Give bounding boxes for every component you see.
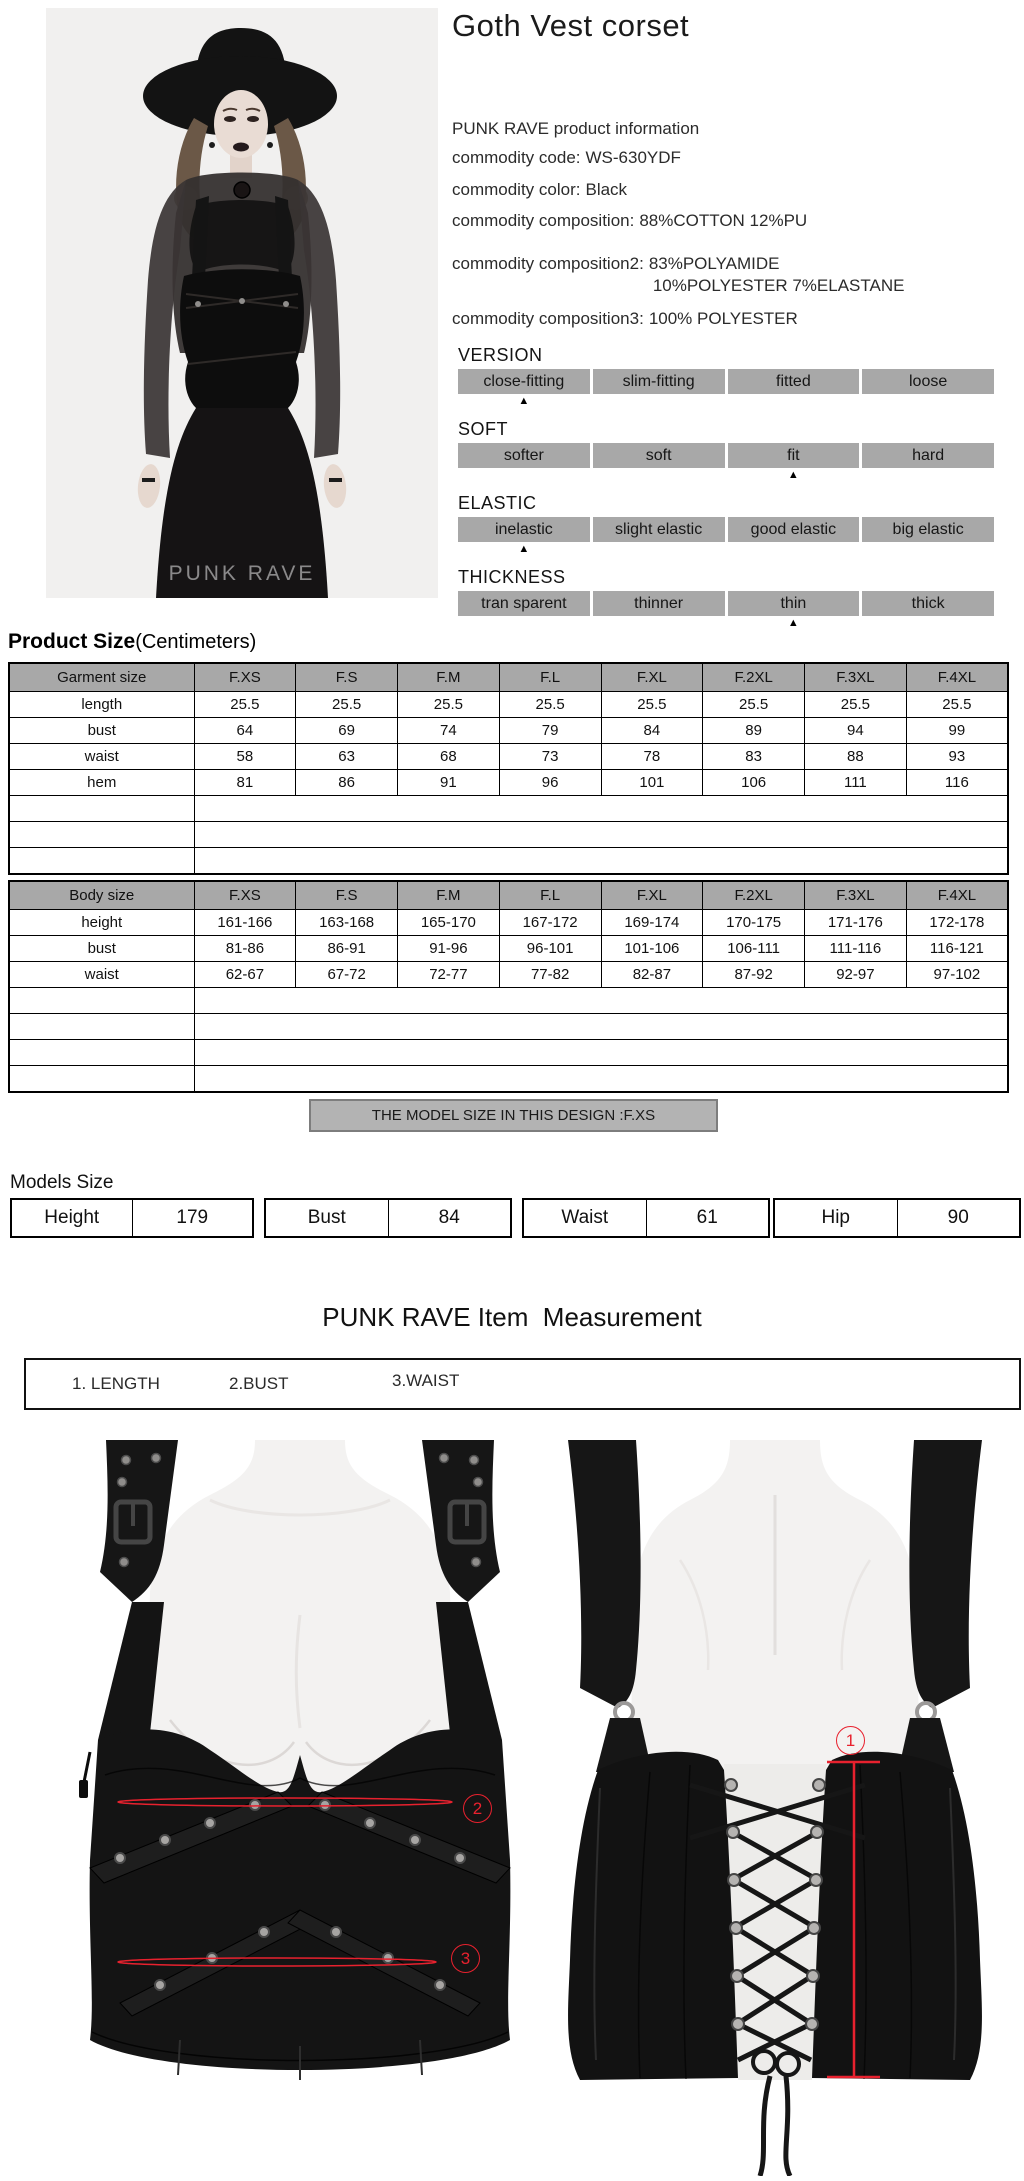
column-header: F.XS bbox=[194, 881, 296, 910]
measurement-item: 1. LENGTH bbox=[72, 1374, 160, 1393]
commodity-color-value: Black bbox=[585, 180, 628, 199]
size-value: 87-92 bbox=[703, 962, 805, 988]
empty-cell bbox=[9, 1014, 194, 1040]
size-value: 67-72 bbox=[296, 962, 398, 988]
column-header: F.XS bbox=[194, 663, 296, 692]
column-header: F.4XL bbox=[906, 881, 1008, 910]
attribute-option: inelastic bbox=[458, 517, 590, 542]
attribute-group-soft bbox=[458, 418, 994, 483]
page-title: Goth Vest corset bbox=[452, 8, 690, 43]
header-row bbox=[9, 663, 1008, 692]
size-value: 64 bbox=[194, 718, 296, 744]
size-value: 111 bbox=[805, 770, 907, 796]
attribute-option: loose bbox=[862, 369, 994, 394]
empty-row bbox=[9, 796, 1008, 822]
size-value: 101 bbox=[601, 770, 703, 796]
size-value: 73 bbox=[499, 744, 601, 770]
size-value: 96 bbox=[499, 770, 601, 796]
size-value: 94 bbox=[805, 718, 907, 744]
size-value: 93 bbox=[906, 744, 1008, 770]
size-value: 84 bbox=[601, 718, 703, 744]
empty-cell bbox=[9, 988, 194, 1014]
empty-row bbox=[9, 1040, 1008, 1066]
commodity-code-line bbox=[452, 147, 681, 169]
photo-watermark: PUNK RAVE bbox=[168, 562, 316, 585]
attribute-option: softer bbox=[458, 443, 590, 468]
commodity-code-label: commodity code: bbox=[452, 148, 581, 167]
empty-cell bbox=[9, 1066, 194, 1093]
row-label: bust bbox=[9, 936, 194, 962]
size-value: 74 bbox=[398, 718, 500, 744]
size-value: 171-176 bbox=[805, 910, 907, 936]
row-label: bust bbox=[9, 718, 194, 744]
column-header: F.S bbox=[296, 881, 398, 910]
column-header: Body size bbox=[9, 881, 194, 910]
size-value: 25.5 bbox=[601, 692, 703, 718]
attribute-markers bbox=[458, 468, 994, 483]
size-value: 69 bbox=[296, 718, 398, 744]
measure-value: 90 bbox=[947, 1207, 969, 1228]
commodity-composition2-value-line1: 83%POLYAMIDE bbox=[648, 254, 780, 273]
attribute-option: big elastic bbox=[862, 517, 994, 542]
brooch-icon bbox=[234, 182, 250, 198]
measure-value: 84 bbox=[438, 1207, 460, 1228]
column-header: F.M bbox=[398, 881, 500, 910]
size-value: 96-101 bbox=[499, 936, 601, 962]
size-value: 83 bbox=[703, 744, 805, 770]
attribute-option: thick bbox=[862, 591, 994, 616]
measure-value: 179 bbox=[176, 1207, 209, 1228]
size-value: 111-116 bbox=[805, 936, 907, 962]
model-illustration bbox=[46, 8, 438, 598]
table-row bbox=[9, 744, 1008, 770]
measurement-item: 3.WAIST bbox=[392, 1371, 460, 1390]
empty-row bbox=[9, 848, 1008, 875]
commodity-composition3-label: commodity composition3: bbox=[452, 309, 644, 328]
commodity-color-line bbox=[452, 179, 627, 201]
commodity-composition2-value-line2: 10%POLYESTER 7%ELASTANE bbox=[652, 276, 905, 295]
size-value: 170-175 bbox=[703, 910, 805, 936]
column-header: F.L bbox=[499, 663, 601, 692]
attribute-options bbox=[458, 369, 994, 394]
empty-row bbox=[9, 988, 1008, 1014]
size-value: 72-77 bbox=[398, 962, 500, 988]
size-value: 99 bbox=[906, 718, 1008, 744]
size-value: 116 bbox=[906, 770, 1008, 796]
measure-value: 61 bbox=[696, 1207, 718, 1228]
empty-cell bbox=[194, 1014, 1008, 1040]
row-label: waist bbox=[9, 962, 194, 988]
size-value: 106 bbox=[703, 770, 805, 796]
size-value: 25.5 bbox=[398, 692, 500, 718]
selected-marker-icon: ▲ bbox=[787, 617, 799, 629]
table-row bbox=[9, 692, 1008, 718]
size-value: 25.5 bbox=[906, 692, 1008, 718]
attribute-option: close-fitting bbox=[458, 369, 590, 394]
model-size-banner: THE MODEL SIZE IN THIS DESIGN :F.XS bbox=[309, 1099, 718, 1132]
body-size-table bbox=[8, 880, 1009, 1093]
measurement-item: 2.BUST bbox=[229, 1374, 289, 1393]
attribute-option: thin bbox=[728, 591, 860, 616]
model-measure-box bbox=[773, 1198, 1021, 1238]
attribute-options bbox=[458, 517, 994, 542]
empty-row bbox=[9, 1014, 1008, 1040]
table-row bbox=[9, 962, 1008, 988]
attribute-group-elastic bbox=[458, 492, 994, 557]
column-header: F.3XL bbox=[805, 663, 907, 692]
garment-size-table bbox=[8, 662, 1009, 875]
annotation-number-1: 1 bbox=[836, 1726, 865, 1755]
empty-cell bbox=[194, 1040, 1008, 1066]
size-value: 25.5 bbox=[296, 692, 398, 718]
attribute-option: thinner bbox=[593, 591, 725, 616]
size-value: 81 bbox=[194, 770, 296, 796]
models-size-heading: Models Size bbox=[10, 1172, 114, 1193]
column-header: F.M bbox=[398, 663, 500, 692]
column-header: F.XL bbox=[601, 663, 703, 692]
measure-label: Height bbox=[12, 1200, 133, 1236]
commodity-composition2-label: commodity composition2: bbox=[452, 254, 644, 273]
attribute-name: SOFT bbox=[458, 419, 508, 439]
size-value: 62-67 bbox=[194, 962, 296, 988]
row-label: length bbox=[9, 692, 194, 718]
size-value: 86 bbox=[296, 770, 398, 796]
column-header: F.2XL bbox=[703, 663, 805, 692]
attribute-name: VERSION bbox=[458, 345, 543, 365]
commodity-composition3-value: 100% POLYESTER bbox=[648, 309, 798, 328]
attribute-group-thickness bbox=[458, 566, 994, 631]
corset-front-illustration bbox=[60, 1440, 520, 2090]
selected-marker-icon: ▲ bbox=[518, 543, 530, 555]
attribute-option: soft bbox=[593, 443, 725, 468]
zipper-pull-icon bbox=[84, 1752, 90, 1782]
row-label: hem bbox=[9, 770, 194, 796]
column-header: F.4XL bbox=[906, 663, 1008, 692]
size-value: 25.5 bbox=[805, 692, 907, 718]
column-header: Garment size bbox=[9, 663, 194, 692]
empty-cell bbox=[194, 848, 1008, 875]
size-value: 68 bbox=[398, 744, 500, 770]
commodity-composition-line bbox=[452, 210, 807, 232]
empty-cell bbox=[9, 796, 194, 822]
model-photo bbox=[46, 8, 438, 598]
column-header: F.3XL bbox=[805, 881, 907, 910]
size-value: 163-168 bbox=[296, 910, 398, 936]
measurement-legend-box bbox=[24, 1358, 1021, 1410]
size-value: 88 bbox=[805, 744, 907, 770]
empty-row bbox=[9, 822, 1008, 848]
models-size-boxes bbox=[10, 1198, 1021, 1238]
empty-row bbox=[9, 1066, 1008, 1093]
size-value: 116-121 bbox=[906, 936, 1008, 962]
empty-cell bbox=[194, 822, 1008, 848]
size-value: 25.5 bbox=[499, 692, 601, 718]
product-size-heading-bold: Product Size bbox=[8, 630, 136, 653]
product-size-heading bbox=[8, 630, 256, 654]
attribute-name: ELASTIC bbox=[458, 493, 537, 513]
attribute-option: good elastic bbox=[728, 517, 860, 542]
attribute-option: tran sparent bbox=[458, 591, 590, 616]
annotation-number-3: 3 bbox=[451, 1944, 480, 1973]
table-row bbox=[9, 910, 1008, 936]
model-measure-box bbox=[264, 1198, 512, 1238]
size-value: 77-82 bbox=[499, 962, 601, 988]
size-value: 82-87 bbox=[601, 962, 703, 988]
measure-label: Bust bbox=[266, 1200, 389, 1236]
size-value: 92-97 bbox=[805, 962, 907, 988]
attribute-name: THICKNESS bbox=[458, 567, 566, 587]
empty-cell bbox=[194, 1066, 1008, 1093]
size-value: 161-166 bbox=[194, 910, 296, 936]
selected-marker-icon: ▲ bbox=[787, 469, 799, 481]
attribute-markers bbox=[458, 542, 994, 557]
commodity-composition3-line bbox=[452, 308, 798, 330]
model-measure-box bbox=[522, 1198, 770, 1238]
size-value: 91 bbox=[398, 770, 500, 796]
attribute-group-version bbox=[458, 344, 994, 409]
attribute-options bbox=[458, 443, 994, 468]
column-header: F.L bbox=[499, 881, 601, 910]
size-value: 97-102 bbox=[906, 962, 1008, 988]
table-row bbox=[9, 936, 1008, 962]
commodity-code-value: WS-630YDF bbox=[585, 148, 681, 167]
corset-front-photo bbox=[60, 1440, 520, 2090]
size-value: 106-111 bbox=[703, 936, 805, 962]
corset-back-photo bbox=[540, 1440, 1020, 2176]
selected-marker-icon: ▲ bbox=[518, 395, 530, 407]
commodity-composition-label: commodity composition: bbox=[452, 211, 635, 230]
size-value: 79 bbox=[499, 718, 601, 744]
size-value: 165-170 bbox=[398, 910, 500, 936]
table-row bbox=[9, 718, 1008, 744]
row-label: height bbox=[9, 910, 194, 936]
attribute-option: fitted bbox=[728, 369, 860, 394]
attribute-groups bbox=[458, 344, 994, 640]
column-header: F.2XL bbox=[703, 881, 805, 910]
size-value: 91-96 bbox=[398, 936, 500, 962]
size-value: 101-106 bbox=[601, 936, 703, 962]
annotation-number-2: 2 bbox=[463, 1794, 492, 1823]
attribute-option: slight elastic bbox=[593, 517, 725, 542]
empty-cell bbox=[9, 848, 194, 875]
model-measure-box bbox=[10, 1198, 254, 1238]
empty-cell bbox=[194, 796, 1008, 822]
measure-label: Hip bbox=[775, 1200, 898, 1236]
size-value: 167-172 bbox=[499, 910, 601, 936]
column-header: F.S bbox=[296, 663, 398, 692]
product-size-heading-unit: (Centimeters) bbox=[135, 631, 257, 653]
size-value: 172-178 bbox=[906, 910, 1008, 936]
measure-label: Waist bbox=[524, 1200, 647, 1236]
commodity-composition-value: 88%COTTON 12%PU bbox=[639, 211, 808, 230]
product-info-header: PUNK RAVE product information bbox=[452, 119, 700, 138]
attribute-markers bbox=[458, 616, 994, 631]
item-measurement-heading: PUNK RAVE Item Measurement bbox=[322, 1302, 702, 1332]
size-value: 63 bbox=[296, 744, 398, 770]
empty-cell bbox=[9, 1040, 194, 1066]
size-value: 25.5 bbox=[703, 692, 805, 718]
attribute-option: hard bbox=[862, 443, 994, 468]
size-value: 86-91 bbox=[296, 936, 398, 962]
attribute-option: slim-fitting bbox=[593, 369, 725, 394]
corset-back-illustration bbox=[540, 1440, 1020, 2176]
size-value: 78 bbox=[601, 744, 703, 770]
commodity-composition2-line bbox=[452, 253, 904, 297]
header-row bbox=[9, 881, 1008, 910]
size-value: 81-86 bbox=[194, 936, 296, 962]
size-value: 25.5 bbox=[194, 692, 296, 718]
size-value: 58 bbox=[194, 744, 296, 770]
empty-cell bbox=[194, 988, 1008, 1014]
attribute-markers bbox=[458, 394, 994, 409]
size-value: 169-174 bbox=[601, 910, 703, 936]
table-row bbox=[9, 770, 1008, 796]
row-label: waist bbox=[9, 744, 194, 770]
size-value: 89 bbox=[703, 718, 805, 744]
commodity-color-label: commodity color: bbox=[452, 180, 581, 199]
column-header: F.XL bbox=[601, 881, 703, 910]
empty-cell bbox=[9, 822, 194, 848]
attribute-options bbox=[458, 591, 994, 616]
attribute-option: fit bbox=[728, 443, 860, 468]
